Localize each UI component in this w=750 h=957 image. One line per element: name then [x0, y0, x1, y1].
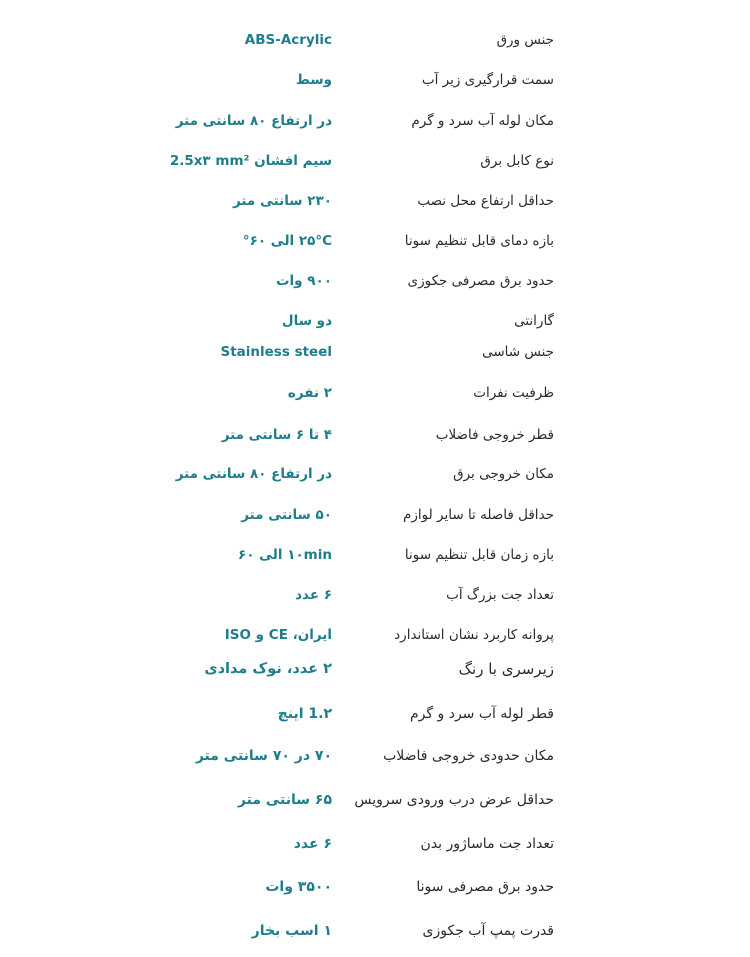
spec-label: گارانتی [514, 313, 554, 329]
spec-row [0, 872, 750, 902]
spec-row [0, 226, 750, 256]
spec-label: ظرفیت نفرات [473, 385, 554, 401]
spec-label: حدود برق مصرفی سونا [416, 879, 554, 895]
spec-label: تعداد جت بزرگ آب [446, 587, 554, 603]
spec-row [0, 741, 750, 771]
spec-label: جنس شاسی [482, 344, 554, 360]
spec-row [0, 146, 750, 176]
spec-label: قطر لوله آب سرد و گرم [410, 706, 554, 722]
spec-row [0, 306, 750, 336]
spec-row [0, 916, 750, 946]
spec-row [0, 785, 750, 815]
spec-value: دو سال [281, 313, 332, 329]
spec-label: مکان حدودی خروجی فاضلاب [383, 748, 554, 764]
spec-label: قطر خروجی فاضلاب [435, 427, 554, 443]
spec-row [0, 337, 750, 367]
spec-row [0, 378, 750, 408]
spec-value: ۱۰min الی ۶۰ [237, 547, 332, 563]
spec-value: ABS-Acrylic [244, 32, 332, 48]
spec-value: وسط [295, 72, 332, 88]
spec-row [0, 25, 750, 55]
spec-value: ۲۳۰ سانتی متر [233, 193, 332, 209]
spec-label: سمت قرارگیری زیر آب [421, 72, 554, 88]
spec-value: ایران، CE و ISO [224, 627, 332, 643]
spec-value: ۵۰ سانتی متر [241, 507, 332, 523]
spec-row [0, 500, 750, 530]
spec-label: حداقل فاصله تا سایر لوازم [403, 507, 554, 523]
spec-value: 1.۲ اینچ [277, 706, 332, 722]
spec-value: ۲ نفره [287, 385, 332, 401]
spec-row [0, 459, 750, 489]
spec-label: قدرت پمپ آب جکوزی [422, 923, 554, 939]
spec-value: ۶ عدد [293, 836, 332, 852]
spec-row [0, 186, 750, 216]
spec-value: ۶۵ سانتی متر [237, 792, 332, 808]
spec-value: در ارتفاع ۸۰ سانتی متر [175, 466, 332, 482]
spec-label: تعداد جت ماساژور بدن [420, 836, 554, 852]
spec-label: زیرسری با رنگ [458, 660, 554, 678]
spec-row [0, 540, 750, 570]
spec-value: ۹۰۰ وات [275, 273, 332, 289]
spec-label: جنس ورق [496, 32, 554, 48]
spec-label: مکان خروجی برق [453, 466, 554, 482]
spec-value: ۲۵°C الی ۶۰° [242, 233, 332, 249]
spec-value: ۴ تا ۶ سانتی متر [221, 427, 332, 443]
spec-row [0, 580, 750, 610]
spec-label: حداقل ارتفاع محل نصب [417, 193, 554, 209]
spec-row [0, 106, 750, 136]
spec-label: حدود برق مصرفی جکوزی [407, 273, 554, 289]
spec-value: Stainless steel [220, 344, 332, 360]
spec-value: ۱ اسب بخار [251, 923, 332, 939]
spec-row [0, 620, 750, 650]
spec-row [0, 420, 750, 450]
spec-value: ۷۰ در ۷۰ سانتی متر [195, 748, 332, 764]
spec-value: در ارتفاع ۸۰ سانتی متر [175, 113, 332, 129]
spec-value: سیم افشان 2.5x۳ mm² [169, 153, 332, 169]
spec-value: ۳۵۰۰ وات [265, 879, 332, 895]
spec-label: مکان لوله آب سرد و گرم [411, 113, 554, 129]
spec-label: بازه دمای قابل تنظیم سونا [404, 233, 554, 249]
spec-row [0, 266, 750, 296]
spec-label: نوع کابل برق [480, 153, 554, 169]
spec-value: ۲ عدد، نوک مدادی [204, 661, 332, 677]
spec-row [0, 65, 750, 95]
spec-label: حداقل عرض درب ورودی سرویس [354, 792, 554, 808]
spec-value: ۶ عدد [295, 587, 332, 603]
spec-label: پروانه کاربرد نشان استاندارد [394, 627, 554, 643]
spec-label: بازه زمان قابل تنظیم سونا [404, 547, 554, 563]
spec-row [0, 829, 750, 859]
spec-row [0, 654, 750, 684]
spec-row [0, 699, 750, 729]
